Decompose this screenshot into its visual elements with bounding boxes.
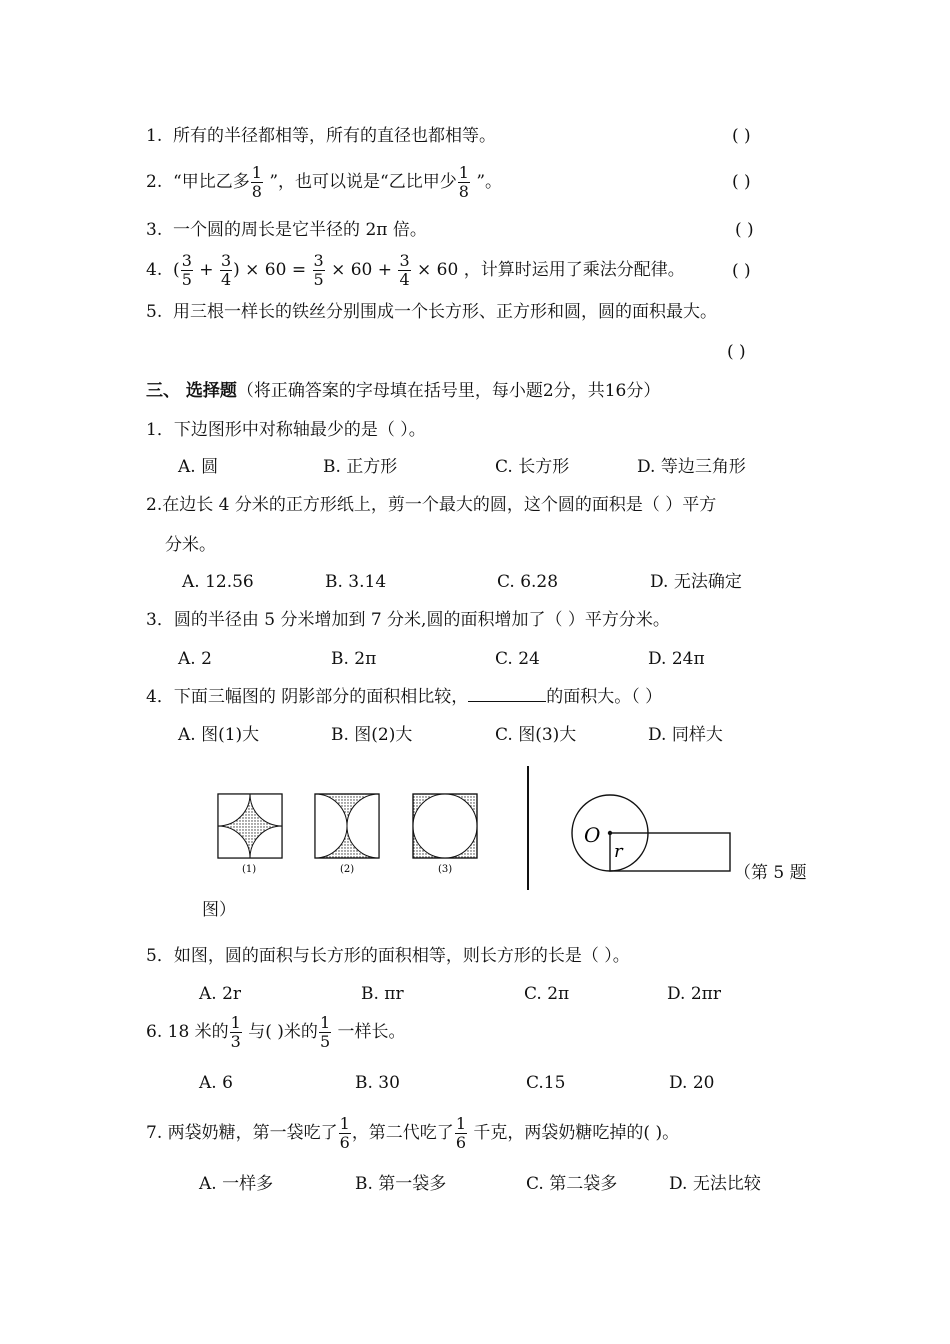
figure-3 [413, 794, 477, 858]
judge-text: ”，也可以说是“乙比甲少 [269, 172, 457, 192]
q5-option-a[interactable]: A. 2r [199, 984, 242, 1004]
q1-option-a[interactable]: A. 圆 [178, 457, 219, 477]
q3-option-a[interactable]: A. 2 [178, 649, 212, 669]
math-text: + [199, 260, 214, 280]
q7-option-b[interactable]: B. 第一袋多 [355, 1174, 447, 1194]
q2-option-d[interactable]: D. 无法确定 [650, 572, 742, 592]
answer-paren[interactable]: ( ) [732, 172, 751, 192]
fraction: $\frac{1}{6}$ [339, 1114, 350, 1152]
judge-item-3 [146, 220, 427, 240]
q6-option-c[interactable]: C.15 [526, 1073, 566, 1093]
fraction: $\frac{3}{4}$ [399, 251, 410, 289]
stem-text: ，第二代吃了 [351, 1123, 454, 1143]
fraction: $\frac{1}{8}$ [458, 163, 469, 201]
radius-label: r [614, 841, 623, 862]
figure-caption: （第 5 题 [734, 863, 807, 883]
q3-option-c[interactable]: C. 24 [495, 649, 540, 669]
section-note: （将正确答案的字母填在括号里，每小题2分，共16分） [236, 381, 661, 401]
q2-option-b[interactable]: B. 3.14 [325, 572, 387, 592]
q7-option-a[interactable]: A. 一样多 [199, 1174, 274, 1194]
judge-num: 5. [146, 302, 163, 322]
q3-option-b[interactable]: B. 2π [331, 649, 377, 669]
stem-text: 7. 两袋奶糖，第一袋吃了 [146, 1123, 338, 1143]
answer-paren[interactable]: ( ) [735, 220, 754, 240]
q6-option-d[interactable]: D. 20 [669, 1073, 715, 1093]
q4-option-a[interactable]: A. 图(1)大 [178, 725, 260, 745]
figure-caption-cont: 图） [202, 900, 236, 920]
q1-option-b[interactable]: B. 正方形 [323, 457, 398, 477]
fraction: $\frac{3}{5}$ [313, 251, 324, 289]
fraction: $\frac{3}{4}$ [220, 251, 232, 289]
stem-text: 6. 18 米的 [146, 1022, 229, 1042]
figures [200, 760, 760, 900]
question-2-stem-cont: 分米。 [165, 535, 216, 555]
figure-label: (2) [340, 864, 355, 875]
q5-option-d[interactable]: D. 2πr [667, 984, 721, 1004]
fraction: $\frac{3}{5}$ [181, 251, 192, 289]
q1-option-d[interactable]: D. 等边三角形 [637, 457, 746, 477]
figure-2 [315, 794, 379, 858]
question-3-stem: 3．圆的半径由 5 分米增加到 7 分米,圆的面积增加了（ ）平方分米。 [146, 610, 670, 630]
figure-1 [218, 794, 282, 858]
q4-option-d[interactable]: D. 同样大 [648, 725, 723, 745]
question-2-stem: 2.在边长 4 分米的正方形纸上，剪一个最大的圆，这个圆的面积是（ ）平方 [146, 495, 717, 515]
q2-option-c[interactable]: C. 6.28 [497, 572, 559, 592]
judge-item-5 [146, 302, 717, 322]
answer-paren[interactable]: ( ) [732, 126, 751, 146]
q1-option-c[interactable]: C. 长方形 [495, 457, 570, 477]
stem-text: 的面积大。（ ） [546, 687, 663, 707]
figure-label: (1) [242, 864, 257, 875]
math-text: × 60 + [331, 260, 393, 280]
fraction: $\frac{1}{8}$ [251, 163, 262, 201]
q6-option-b[interactable]: B. 30 [355, 1073, 400, 1093]
q5-option-c[interactable]: C. 2π [524, 984, 570, 1004]
judge-text: 所有的半径都相等，所有的直径也都相等。 [173, 126, 497, 146]
q6-option-a[interactable]: A. 6 [199, 1073, 233, 1093]
q4-option-c[interactable]: C. 图(3)大 [495, 725, 577, 745]
question-7-stem [146, 1113, 679, 1153]
circle-center-label: O [584, 823, 601, 847]
q3-option-d[interactable]: D. 24π [648, 649, 705, 669]
circle-rectangle-figure [572, 795, 730, 871]
math-text: × 60 ，计算时运用了乘法分配律。 [417, 260, 685, 280]
question-4-stem [146, 687, 662, 707]
q7-option-c[interactable]: C. 第二袋多 [526, 1174, 618, 1194]
q4-option-b[interactable]: B. 图(2)大 [331, 725, 413, 745]
section-heading [146, 381, 660, 401]
fraction: $\frac{1}{5}$ [319, 1013, 331, 1051]
judge-item-1 [146, 126, 496, 146]
math-text: ( [173, 260, 180, 280]
judge-item-4 [146, 250, 685, 290]
question-6-stem [146, 1012, 406, 1052]
q7-option-d[interactable]: D. 无法比较 [669, 1174, 761, 1194]
judge-num: 3. [146, 220, 163, 240]
stem-text: 与( )米的 [242, 1022, 318, 1042]
stem-text: 千克，两袋奶糖吃掉的( )。 [468, 1123, 680, 1143]
answer-paren[interactable]: ( ) [727, 342, 746, 362]
math-text: ) × 60 = [233, 260, 307, 280]
q2-option-a[interactable]: A. 12.56 [182, 572, 254, 592]
fraction: $\frac{1}{6}$ [455, 1114, 466, 1152]
q5-option-b[interactable]: B. πr [361, 984, 404, 1004]
question-1-stem: 1．下边图形中对称轴最少的是（ ）。 [146, 420, 426, 440]
question-5-stem: 5．如图，圆的面积与长方形的面积相等，则长方形的长是（ ）。 [146, 946, 630, 966]
judge-text: “甲比乙多 [173, 172, 250, 192]
judge-num: 4. [146, 260, 163, 280]
judge-text: 用三根一样长的铁丝分别围成一个长方形、正方形和圆，圆的面积最大。 [173, 302, 718, 322]
fraction: $\frac{1}{3}$ [230, 1013, 241, 1051]
section-title: 三、 选择题 [146, 381, 237, 401]
judge-num: 2. [146, 172, 163, 192]
judge-text: 一个圆的周长是它半径的 2π 倍。 [173, 220, 427, 240]
stem-text: 一样长。 [332, 1022, 406, 1042]
judge-item-2 [146, 162, 502, 202]
fill-blank[interactable] [468, 687, 546, 702]
judge-num: 1. [146, 126, 163, 146]
figure-label: (3) [438, 864, 453, 875]
judge-text: ”。 [476, 172, 503, 192]
stem-text: 4．下面三幅图的 阴影部分的面积相比较， [146, 687, 469, 707]
answer-paren[interactable]: ( ) [732, 261, 751, 281]
